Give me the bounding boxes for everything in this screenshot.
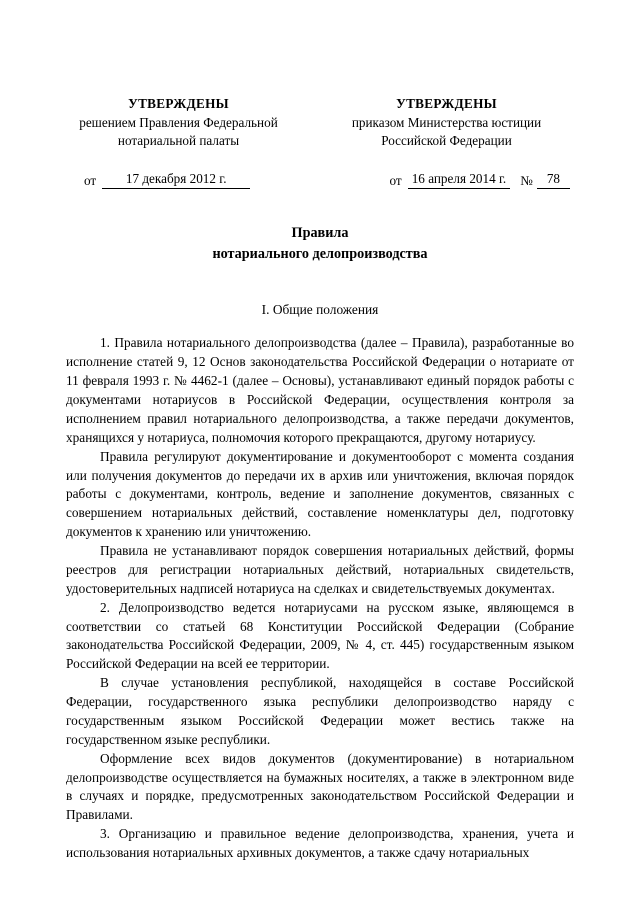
approval-dates-row [66,171,574,189]
paragraph: Правила регулируют документирование и документооборот с момента создания или получения документов до передачи их в архив или уничтожения, включая порядок работы с документами, контроль, ведение и заполнение документов, связанных с совершением нотариальных действий, составление номенклатуры дел, подготовку документов к хранению или уничтожению. [66,448,574,540]
approval-right-line2: Российской Федерации [381,132,512,148]
paragraph: Правила не устанавливают порядок совершения нотариальных действий, формы реестров для регистрации нотариальных действий, нотариальных свидетельств, удостоверительных надписей нотариуса на сделках и свидетельствуемых документах. [66,543,574,596]
approval-block-right [319,95,574,149]
approval-right-date-value: 16 апреля 2014 г. [408,171,511,189]
approval-left-date-prefix: от [84,173,97,189]
approval-left-date-value: 17 декабря 2012 г. [102,171,250,189]
approval-right-date-prefix: от [389,173,402,189]
paragraph: 3. Организацию и правильное ведение делопроизводства, хранения, учета и использования нотариальных архивных документов, а также сдачу нотариальных [66,826,574,861]
page-title-line2: нотариального делопроизводства [212,245,428,262]
section-heading: I. Общие положения [261,302,379,318]
approval-right-heading: УТВЕРЖДЕНЫ [396,96,497,111]
approval-left-date [84,171,250,189]
approval-block-left [66,95,291,149]
approval-right-number-label: № [520,173,533,189]
document-body [66,334,574,863]
approval-headers-row [66,95,574,149]
approval-right-date [390,171,570,189]
paragraph: 2. Делопроизводство ведется нотариусами на русском языке, являющемся в соответствии со статьей 68 Конституции Российской Федерации (Собрание законодательства Российской Федерации, 2009, № 4, ст. 445) государственным языком Российской Федерации на всей ее территории. [66,599,574,672]
paragraph: 1. Правила нотариального делопроизводства (далее – Правила), разработанные во исполнение статей 9, 12 Основ законодательства Российской Федерации о нотариате от 11 февраля 1993 г. № 4462-1 (далее – Основы), устанавливают единый порядок работы с документами нотариусов в Российской Федерации, осуществления контроля за исполнением правил нотариального делопроизводства, а также передачи документов, хранящихся у нотариуса, полномочия которого прекращаются, другому нотариусу. [66,335,574,445]
approval-left-line2: нотариальной палаты [117,132,240,148]
page-title-line1: Правила [291,225,349,242]
paragraph: Оформление всех видов документов (документирование) в нотариальном делопроизводстве осуществляется на бумажных носителях, а также в электронном виде в случаях и порядке, предусмотренных законодательством Российской Федерации и Правилами. [66,750,574,823]
approval-left-heading: УТВЕРЖДЕНЫ [128,96,229,111]
approval-right-number-value: 78 [537,171,570,189]
approval-left-line1: решением Правления Федеральной [79,115,278,131]
approval-right-line1: приказом Министерства юстиции [351,115,542,131]
paragraph: В случае установления республикой, находящейся в составе Российской Федерации, государственного языка республики делопроизводство наряду с государственным языком Российской Федерации может вестись также на государственном языке республики. [66,675,574,747]
page-title [66,223,574,264]
